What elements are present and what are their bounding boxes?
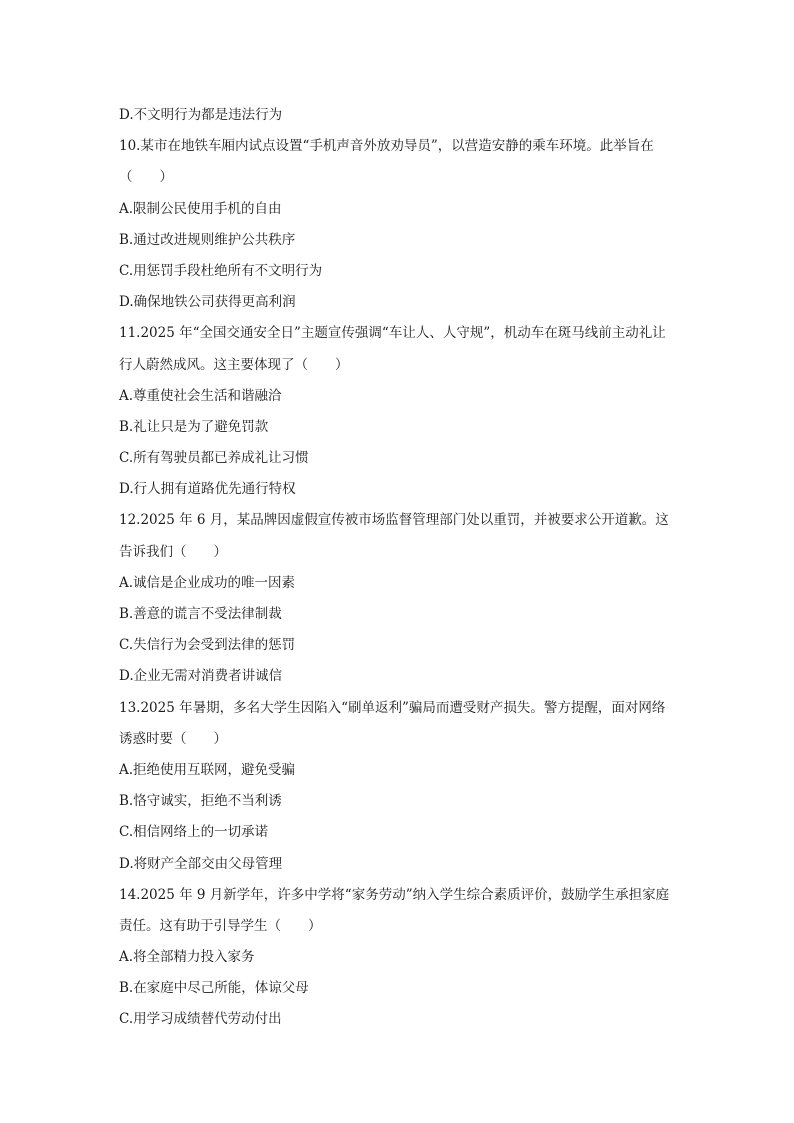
- question-12-stem: 12.2025 年 6 月，某品牌因虚假宣传被市场监督管理部门处以重罚，并被要求公开道歉。这: [119, 512, 669, 529]
- question-10-stem-cont: （ ）: [119, 169, 173, 186]
- option-a-q11: A.尊重使社会生活和谐融洽: [119, 387, 282, 404]
- option-b-q11: B.礼让只是为了避免罚款: [119, 418, 269, 435]
- question-11-stem-cont: 行人蔚然成风。这主要体现了（ ）: [119, 356, 349, 373]
- option-a-q13: A.拒绝使用互联网，避免受骗: [119, 761, 296, 778]
- question-12-stem-cont: 告诉我们（ ）: [119, 543, 227, 560]
- option-d-q9: D.不文明行为都是违法行为: [119, 107, 283, 123]
- option-c-q14: C.用学习成绩替代劳动付出: [119, 1011, 282, 1028]
- option-d-q10: D.确保地铁公司获得更高利润: [119, 294, 296, 311]
- question-13-stem-cont: 诱惑时要（ ）: [119, 730, 227, 747]
- option-c-q10: C.用惩罚手段杜绝所有不文明行为: [119, 262, 323, 279]
- option-d-q12: D.企业无需对消费者讲诚信: [119, 668, 283, 685]
- question-list: [119, 100, 679, 1036]
- option-b-q14: B.在家庭中尽己所能，体谅父母: [119, 980, 309, 997]
- option-d-q13: D.将财产全部交由父母管理: [119, 855, 283, 872]
- option-b-q10: B.通过改进规则维护公共秩序: [119, 231, 296, 248]
- question-13-stem: 13.2025 年暑期，多名大学生因陷入“刷单返利”骗局而遭受财产损失。警方提醒，面对网络: [119, 699, 666, 716]
- question-11-stem: 11.2025 年“全国交通安全日”主题宣传强调“车让人、人守规”，机动车在斑马线前主动礼让: [119, 325, 666, 342]
- question-10-stem: 10.某市在地铁车厢内试点设置“手机声音外放劝导员”，以营造安静的乘车环境。此举旨在: [119, 138, 654, 155]
- question-14-stem-cont: 责任。这有助于引导学生（ ）: [119, 917, 322, 934]
- option-b-q13: B.恪守诚实，拒绝不当利诱: [119, 793, 282, 810]
- question-14-stem: 14.2025 年 9 月新学年，许多中学将“家务劳动”纳入学生综合素质评价，鼓励学生承担家庭: [119, 886, 670, 903]
- option-a-q12: A.诚信是企业成功的唯一因素: [119, 574, 296, 591]
- option-d-q11: D.行人拥有道路优先通行特权: [119, 481, 296, 498]
- option-c-q13: C.相信网络上的一切承诺: [119, 824, 269, 841]
- option-c-q12: C.失信行为会受到法律的惩罚: [119, 637, 296, 654]
- option-a-q10: A.限制公民使用手机的自由: [119, 200, 282, 217]
- option-a-q14: A.将全部精力投入家务: [119, 949, 255, 966]
- option-b-q12: B.善意的谎言不受法律制裁: [119, 606, 282, 622]
- option-c-q11: C.所有驾驶员都已养成礼让习惯: [119, 450, 309, 467]
